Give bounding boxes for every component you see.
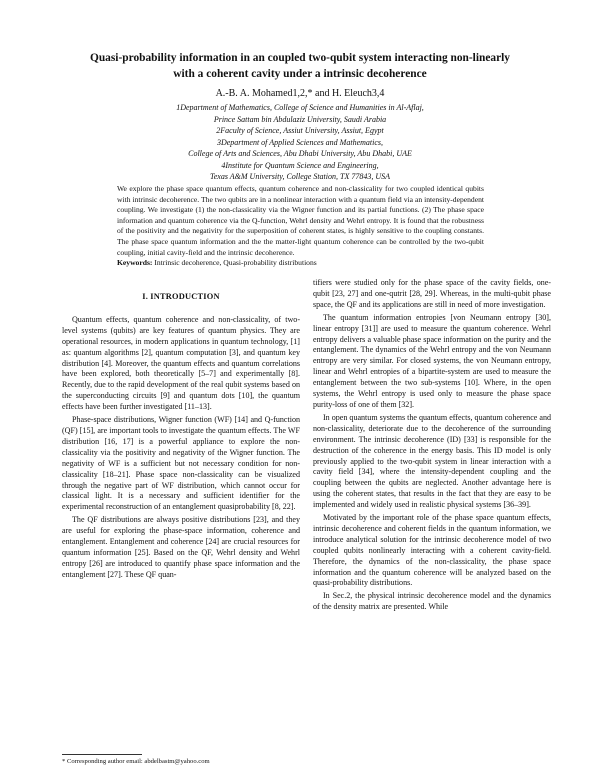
affiliation-line: Texas A&M University, College Station, TX 77843, USA [210, 172, 390, 181]
abstract-text: We explore the phase space quantum effects, quantum coherence and non-classicality for two coupled identical qubits with intrinsic decoherence. The two qubits are in a nonlinear interaction with a quantum field via an intensity-dependent coupling. We investigate (1) the non-classicality via the Wigner function and its partial functions. (2) The phase space information and quantum coherence via the Q-function, Wehrl density and Wehrl entropy. It is found that the robustness of the positivity and the negativity for the superposition of coherent states, is highly sensitive to the coupling constants. The phase space quantum information and the the matter-light quantum coherence can be controlled by the two-qubit coupling, initial cavity-field and the intrinsic decoherence. [117, 184, 484, 257]
affiliation-line: 4Institute for Quantum Science and Engineering, [221, 160, 379, 170]
paper-title [40, 50, 560, 82]
left-column [62, 292, 300, 583]
title-line-2: with a coherent cavity under a intrinsic decoherence [173, 68, 427, 80]
body-paragraph: The QF distributions are always positive distributions [23], and they are useful for exploring the phase-space information, coherence and entanglement. Entanglement and coherence [24] are crucial resources for quantum information [25]. Based on the QF, Wehrl density and Wehrl entropy [26] are introduced to quantify phase space information and the entanglement [27]. These QF quan- [62, 515, 300, 579]
body-paragraph: In open quantum systems the quantum effects, quantum coherence and non-classicality, deteriorate due to the decoherence of the surrounding environment. The intrinsic decoherence (ID) [33] is responsible for the destruction of the coherence in the energy basis. This ID model is only previously applied to the two-qubit system in linear interaction with a cavity field [34], where the intensity-dependent coupling and the coupling between the qubits are neglected. Another advantage here is using the coherent states, that results in the fact that they are easy to be implemented and widely used in realistic physical systems [36–39]. [313, 412, 551, 510]
affiliation-line: 2Faculty of Science, Assiut University, Assiut, Egypt [216, 126, 384, 135]
author-list: A.-B. A. Mohamed1,2,* and H. Eleuch3,4 [215, 88, 385, 99]
affiliation-line: Prince Sattam bin Abdulaziz University, Saudi Arabia [213, 114, 387, 124]
right-column [313, 278, 551, 615]
corresponding-author-footnote: * Corresponding author email: abdelbastm@yahoo.com [62, 758, 210, 765]
footnote-divider [62, 754, 142, 755]
body-paragraph: In Sec.2, the physical intrinsic decoherence model and the dynamics of the density matrix are presented. While [313, 591, 551, 612]
body-paragraph: Quantum effects, quantum coherence and non-classicality, of two-level systems (qubits) are key features of quantum physics. They are operational resources, in modern applications in quantum technology, [1] as: quantum algorithms [2], quantum computation [3], and quantum key distribution [4]. Moreover, the quantum effects and quantum correlations have been explored, both theoretically [5–7] and experimentally [8]. Recently, due to the rapid development of the real qubit systems based on the superconducting circuits [9] and quantum dots [10], the quantum effects have been further investigated [11–13]. [62, 314, 300, 412]
affiliation-line: College of Arts and Sciences, Abu Dhabi University, Abu Dhabi, UAE [188, 149, 412, 158]
keywords-label: Keywords: [117, 258, 153, 268]
abstract [117, 184, 484, 269]
affiliation-line: 1Department of Mathematics, College of Science and Humanities in Al-Aflaj, [176, 103, 424, 112]
body-paragraph: The quantum information entropies [von Neumann entropy [30], linear entropy [31]] are used to measure the quantum coherence. Wehrl entropy delivers a valuable phase space information on the purity and the entanglement. The dynamics of the Wehrl entropy and the von Neumann entropy are very similar. For closed systems, the von Neumann entropy, linear and Wehrl entropies of a bipartite-system are used to measure the entanglement between the two sub-systems [10]. Where, in the open systems, the Wehrl entropy is used only to measure the phase space purity-loss of one of them [32]. [313, 312, 551, 409]
title-line-1: Quasi-probability information in an coupled two-qubit system interacting non-linearly [89, 52, 510, 64]
keywords-text: Intrinsic decoherence, Quasi-probability distributions [154, 258, 317, 268]
body-paragraph: Motivated by the important role of the phase space quantum effects, intrinsic decoherence and coherent fields in the quantum information, we introduce analytical solution for the intrinsic decoherence model of two coupled qubits nonlinearly interacting with a coherent cavity-field. Therefore, the dynamics of the non-classicality, the phase space information and the quantum coherence will be analyzed based on the quasi-probability distributions. [313, 513, 551, 588]
affiliations [90, 102, 510, 183]
affiliation-line: 3Department of Applied Sciences and Mathematics, [216, 137, 384, 147]
body-paragraph: tifiers were studied only for the phase space of the cavity fields, one-qubit [23, 27] and one-qutrit [28, 29]. Whereas, in the multi-qubit phase space, the QF and its applications are still in need of more investigation. [313, 278, 551, 309]
section-heading: I. INTRODUCTION [142, 292, 220, 301]
body-paragraph: Phase-space distributions, Wigner function (WF) [14] and Q-function (QF) [15], are important tools to investigate the quantum effects. The WF distribution [16, 17] is a powerful appliance to explore the non-classicality via the positivity and negativity of the Wigner function. The negativity of WF is a sufficient but not necessary condition for non-classicality [18–21]. Phase space non-classicality can be visualized through the negative part of WF distribution, which cannot occur for classical light. It is a necessary and sufficient identifier for the experimental reconstruction of an entanglement quasiprobability [8, 22]. [62, 415, 300, 512]
